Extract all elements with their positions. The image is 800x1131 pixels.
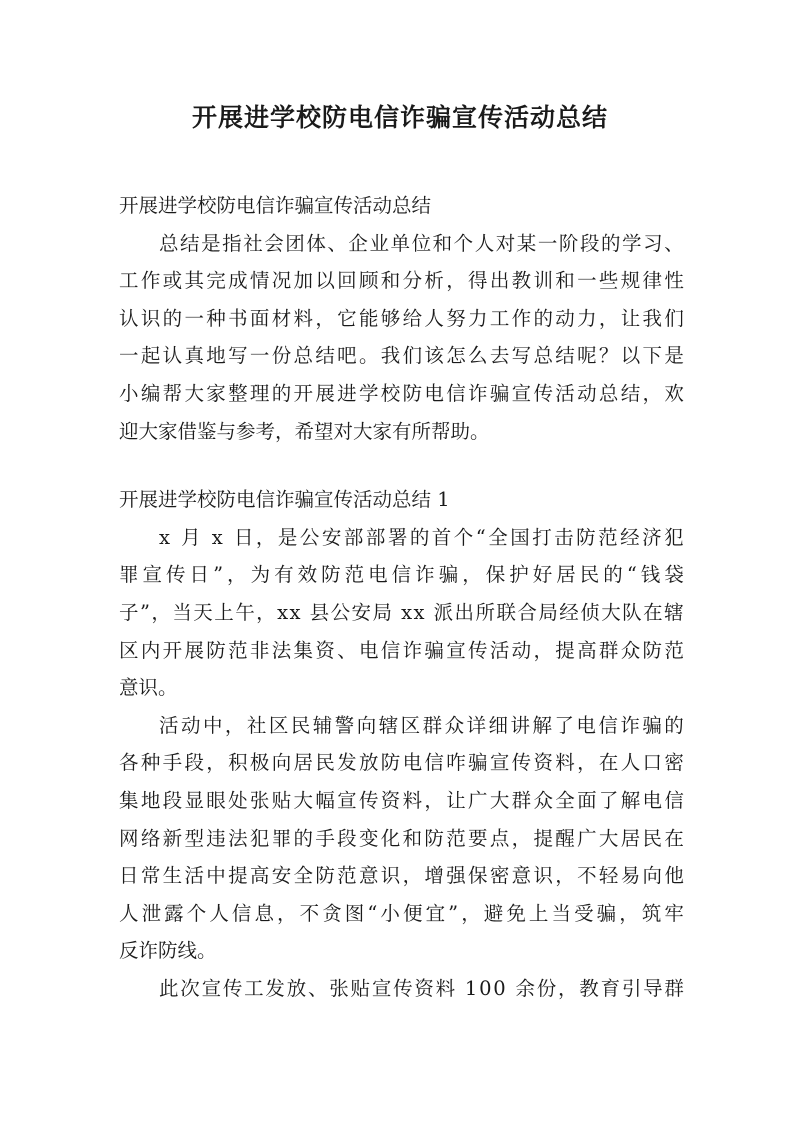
text-line: 罪 宣 传 日 ” ， 为 有 效 防 范 电 信 诈 骗 ， 保 护 好 居 民 的 “ 钱 袋 <box>119 563 684 587</box>
text-line: 子 ” ， 当 天 上 午 ， x x 县 公 安 局 x x 派 出 所 联 合 局 经 侦 大 队 在 辖 <box>119 600 684 624</box>
text-line: 各 种 手 段 ， 积 极 向 居 民 发 放 防 电 信 咋 骗 宣 传 资 料 ， 在 人 口 密 <box>119 751 684 775</box>
text-line: 工 作 或 其 完 成 情 况 加 以 回 顾 和 分 析 ， 得 出 教 训 和 一 些 规 律 性 <box>119 269 684 293</box>
text-line: 此 次 宣 传 工 发 放 、 张 贴 宣 传 资 料 1 0 0 余 份 ， 教 育 引 导 群 <box>159 976 684 1000</box>
text-line: 小 编 帮 大 家 整 理 的 开 展 进 学 校 防 电 信 诈 骗 宣 传 活 动 总 结 ， 欢 <box>119 381 684 405</box>
text-line: 迎大家借鉴与参考，希望对大家有所帮助。 <box>119 419 490 443</box>
text-line: 意识。 <box>119 676 178 700</box>
text-line: 日 常 生 活 中 提 高 安 全 防 范 意 识 ， 增 强 保 密 意 识 ， 不 轻 易 向 他 <box>119 864 684 888</box>
text-line: 人 泄 露 个 人 信 息 ， 不 贪 图 “ 小 便 宜 ” ， 避 免 上 当 受 骗 ， 筑 牢 <box>119 901 684 925</box>
paragraph-2 <box>119 707 684 970</box>
text-line: x 月 x 日 ， 是 公 安 部 部 署 的 首 个 “ 全 国 打 击 防 范 经 济 犯 <box>159 525 684 549</box>
text-line: 区 内 开 展 防 范 非 法 集 资 、 电 信 诈 骗 宣 传 活 动 ， 提 高 群 众 防 范 <box>119 638 684 662</box>
paragraph-gap <box>119 450 684 481</box>
document-body <box>119 187 684 1007</box>
text-line: 反诈防线。 <box>119 939 217 963</box>
text-line: 总 结 是 指 社 会 团 体 、 企 业 单 位 和 个 人 对 某 一 阶 段 的 学 习 、 <box>159 231 684 255</box>
paragraph-3 <box>119 970 684 1008</box>
section-heading: 开展进学校防电信诈骗宣传活动总结 1 <box>119 488 450 512</box>
paragraph-1 <box>119 519 684 707</box>
text-line: 一 起 认 真 地 写 一 份 总 结 吧 。 我 们 该 怎 么 去 写 总 结 呢 ？ 以 下 是 <box>119 344 684 368</box>
text-line: 活 动 中 ， 社 区 民 辅 警 向 辖 区 群 众 详 细 讲 解 了 电 信 诈 骗 的 <box>159 713 684 737</box>
subheading: 开展进学校防电信诈骗宣传活动总结 <box>119 194 432 217</box>
document-title: 开展进学校防电信诈骗宣传活动总结 <box>191 103 608 132</box>
text-line: 认 识 的 一 种 书 面 材 料 ， 它 能 够 给 人 努 力 工 作 的 动 力 ， 让 我 们 <box>119 306 684 330</box>
text-line: 集 地 段 显 眼 处 张 贴 大 幅 宣 传 资 料 ， 让 广 大 群 众 全 面 了 解 电 信 <box>119 788 684 812</box>
intro-paragraph <box>119 225 684 451</box>
text-line: 网 络 新 型 违 法 犯 罪 的 手 段 变 化 和 防 范 要 点 ， 提 醒 广 大 居 民 在 <box>119 826 684 850</box>
